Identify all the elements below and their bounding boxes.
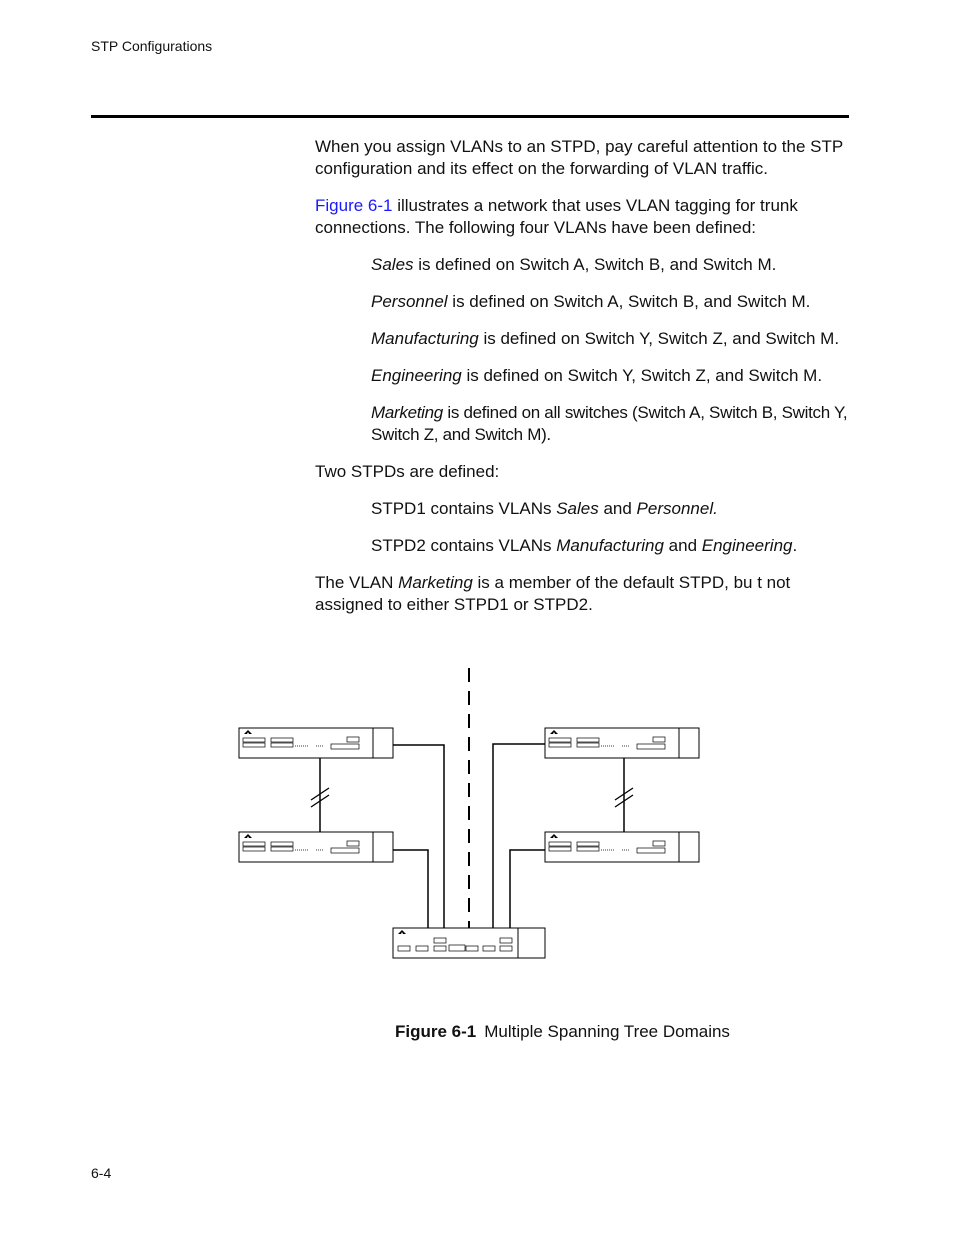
- vlan-item: Manufacturing is defined on Switch Y, Switch Z, and Switch M.: [371, 329, 840, 348]
- switch-y: [545, 728, 699, 758]
- page-number: 6-4: [91, 1165, 112, 1181]
- running-header: STP Configurations: [91, 38, 213, 54]
- marketing-paragraph: The VLAN Marketing is a member of the default STPD, bu t not assigned to either STPD1 or STPD2.: [315, 573, 791, 614]
- stpd-intro: Two STPDs are defined:: [315, 462, 500, 481]
- figure-caption: Figure 6-1 Multiple Spanning Tree Domains: [395, 1022, 730, 1041]
- switch-a: [239, 728, 393, 758]
- intro-paragraph: When you assign VLANs to an STPD, pay careful attention to the STP configuration and its effect on the forwarding of VLAN traffic.: [315, 137, 843, 178]
- switch-b: [239, 832, 393, 862]
- stpd1-item: STPD1 contains VLANs Sales and Personnel.: [371, 499, 718, 518]
- vlan-item: Marketing is defined on all switches (Switch A, Switch B, Switch Y, Switch Z, and Switch M).: [371, 403, 848, 444]
- stpd2-item: STPD2 contains VLANs Manufacturing and Engineering.: [371, 536, 798, 555]
- figure-link[interactable]: Figure 6-1: [315, 196, 393, 215]
- vlan-item: Engineering is defined on Switch Y, Switch Z, and Switch M.: [371, 366, 823, 385]
- vlan-item: Sales is defined on Switch A, Switch B, and Switch M.: [371, 255, 777, 274]
- switch-m: [393, 928, 545, 958]
- switch-z: [545, 832, 699, 862]
- figure-reference-paragraph: Figure 6-1 illustrates a network that uses VLAN tagging for trunk connections. The following four VLANs have been defined:: [315, 196, 798, 237]
- vlan-item: Personnel is defined on Switch A, Switch B, and Switch M.: [371, 292, 811, 311]
